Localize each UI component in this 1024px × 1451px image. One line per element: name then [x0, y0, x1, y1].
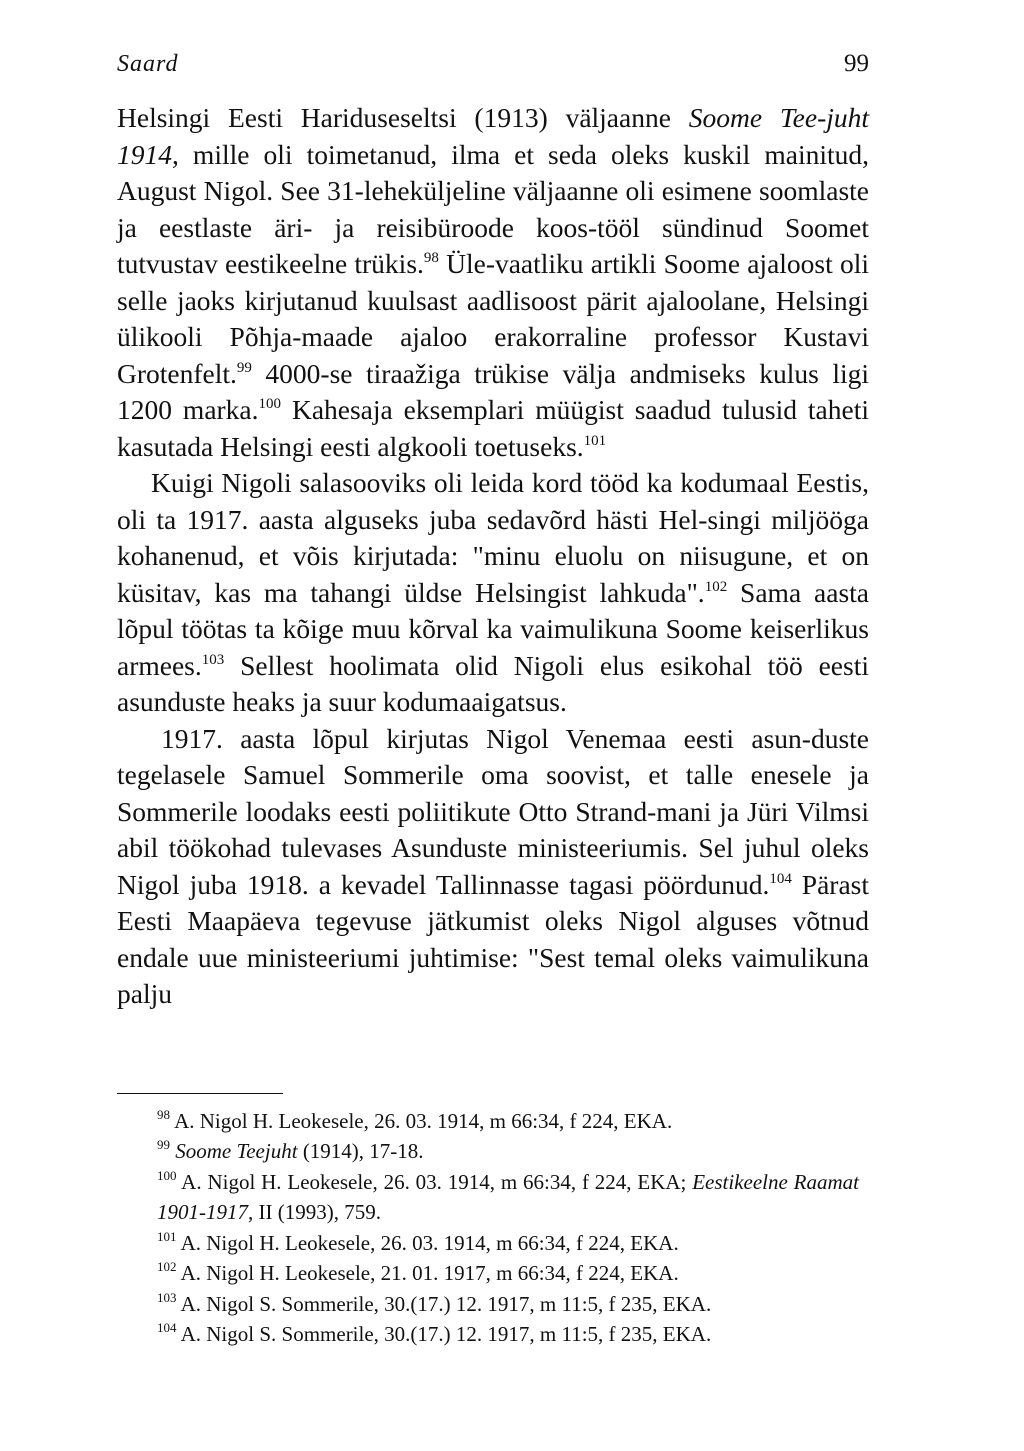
- footnote-ref-102[interactable]: 102: [704, 578, 728, 595]
- footnote-number: 103: [157, 1289, 177, 1305]
- footnote-number: 102: [157, 1259, 177, 1274]
- footnote-98: [157, 1106, 859, 1137]
- running-head: [117, 50, 869, 84]
- paragraph-text: , mille oli toimetanud, ilma et seda oleks kuskil mainitud, August Nigol. See 31-leheküljeline väljaanne oli esimene soomlaste ja eestlaste äri- ja reisibüroode koos-tööl sündinud Soomet tutvustav eestikeelne trükis.: [117, 138, 869, 279]
- footnote-text: , II (1993), 759.: [248, 1200, 381, 1224]
- paragraph-title-italic: Soome Tee-juht 1914: [117, 102, 870, 170]
- paragraph-text: Pärast Eesti Maapäeva tegevuse jätkumist oleks Nigol alguses võtnud endale uue ministeeriumi juhtimise: "Sest temal oleks vaimulikuna palju: [117, 868, 869, 1009]
- footnote-104: [157, 1319, 859, 1350]
- footnote-text: (1914), 17-18.: [297, 1139, 424, 1163]
- footnote-title-italic: Soome Teejuht: [175, 1139, 298, 1163]
- paragraph-text: Üle-vaatliku artikli Soome ajaloost oli selle jaoks kirjutanud kuulsast aadlisoost pärit ajaloolane, Helsingi ülikooli Põhja-maade ajaloo erakorraline professor Kustavi Grotenfelt.: [117, 248, 869, 389]
- footnote-number: 104: [157, 1320, 177, 1335]
- footnote-ref-101[interactable]: 101: [583, 432, 607, 449]
- footnote-number: 99: [157, 1137, 170, 1152]
- footnote-101: [157, 1228, 859, 1259]
- body-text: [117, 100, 869, 1013]
- footnote-separator: [117, 1093, 283, 1094]
- footnote-title-italic: Eestikeelne Raamat 1901-1917: [157, 1169, 860, 1224]
- paragraph-text: Kahesaja eksemplari müügist saadud tulusid taheti kasutada Helsingi eesti algkooli toetuseks.: [117, 394, 869, 462]
- footnote-text: A. Nigol H. Leokesele, 26. 03. 1914, m 66:34, f 224, EKA.: [176, 1230, 679, 1255]
- footnote-text: A. Nigol H. Leokesele, 21. 01. 1917, m 66:34, f 224, EKA.: [176, 1261, 679, 1285]
- footnote-text: A. Nigol H. Leokesele, 26. 03. 1914, m 66:34, f 224, EKA.: [170, 1108, 673, 1133]
- footnote-ref-100[interactable]: 100: [258, 396, 282, 412]
- footnote-text: A. Nigol H. Leokesele, 26. 03. 1914, m 66:34, f 224, EKA;: [176, 1169, 693, 1194]
- page-number: 99: [844, 50, 869, 77]
- paragraph-3: [117, 721, 869, 1013]
- paragraph-2: [117, 465, 869, 721]
- footnote-ref-104[interactable]: 104: [769, 870, 792, 887]
- footnote-103: [157, 1289, 859, 1320]
- footnote-ref-98[interactable]: 98: [423, 250, 439, 266]
- paragraph-text: Kuigi Nigoli salasooviks oli leida kord tööd ka kodumaal Eestis, oli ta 1917. aasta alguseks juba sedavõrd hästi Hel-singi miljööga kohanenud, et võis kirjutada: "minu eluolu on niisugune, et on küsitav, kas ma tahangi üldse Helsingist lahkuda".: [117, 467, 869, 608]
- footnote-number: 101: [157, 1228, 177, 1244]
- footnote-text: A. Nigol S. Sommerile, 30.(17.) 12. 1917, m 11:5, f 235, EKA.: [176, 1291, 712, 1316]
- footnote-100: [157, 1167, 859, 1228]
- paragraph-1: [117, 100, 869, 465]
- footnote-99: [157, 1136, 859, 1167]
- footnotes: [117, 1106, 869, 1350]
- running-head-author: Saard: [117, 51, 179, 77]
- paragraph-text: 1917. aasta lõpul kirjutas Nigol Venemaa eesti asun-duste tegelasele Samuel Sommerile oma soovist, et talle enesele ja Sommerile loodaks eesti poliitikute Otto Strand-mani ja Jüri Vilmsi abil töökohad tulevases Asunduste ministeeriumis. Sel juhul oleks Nigol juba 1918. a kevadel Tallinnasse tagasi pöördunud.: [117, 722, 869, 900]
- footnote-ref-103[interactable]: 103: [201, 651, 225, 668]
- paragraph-text: Sellest hoolimata olid Nigoli elus esikohal töö eesti asunduste heaks ja suur kodumaaigatsus.: [117, 649, 869, 717]
- footnote-number: 98: [157, 1106, 170, 1122]
- book-page: [117, 50, 869, 1350]
- footnote-ref-99[interactable]: 99: [236, 359, 252, 376]
- footnote-number: 100: [157, 1167, 177, 1183]
- paragraph-text: 4000-se tiraažiga trükise välja andmiseks kulus ligi 1200 marka.: [117, 357, 869, 425]
- paragraph-text: Sama aasta lõpul töötas ta kõige muu kõrval ka vaimulikuna Soome keiserlikus armees.: [117, 576, 869, 681]
- footnote-102: [157, 1258, 859, 1289]
- paragraph-text: Helsingi Eesti Hariduseseltsi (1913) väljaanne: [117, 102, 689, 133]
- footnote-text: A. Nigol S. Sommerile, 30.(17.) 12. 1917, m 11:5, f 235, EKA.: [176, 1322, 712, 1346]
